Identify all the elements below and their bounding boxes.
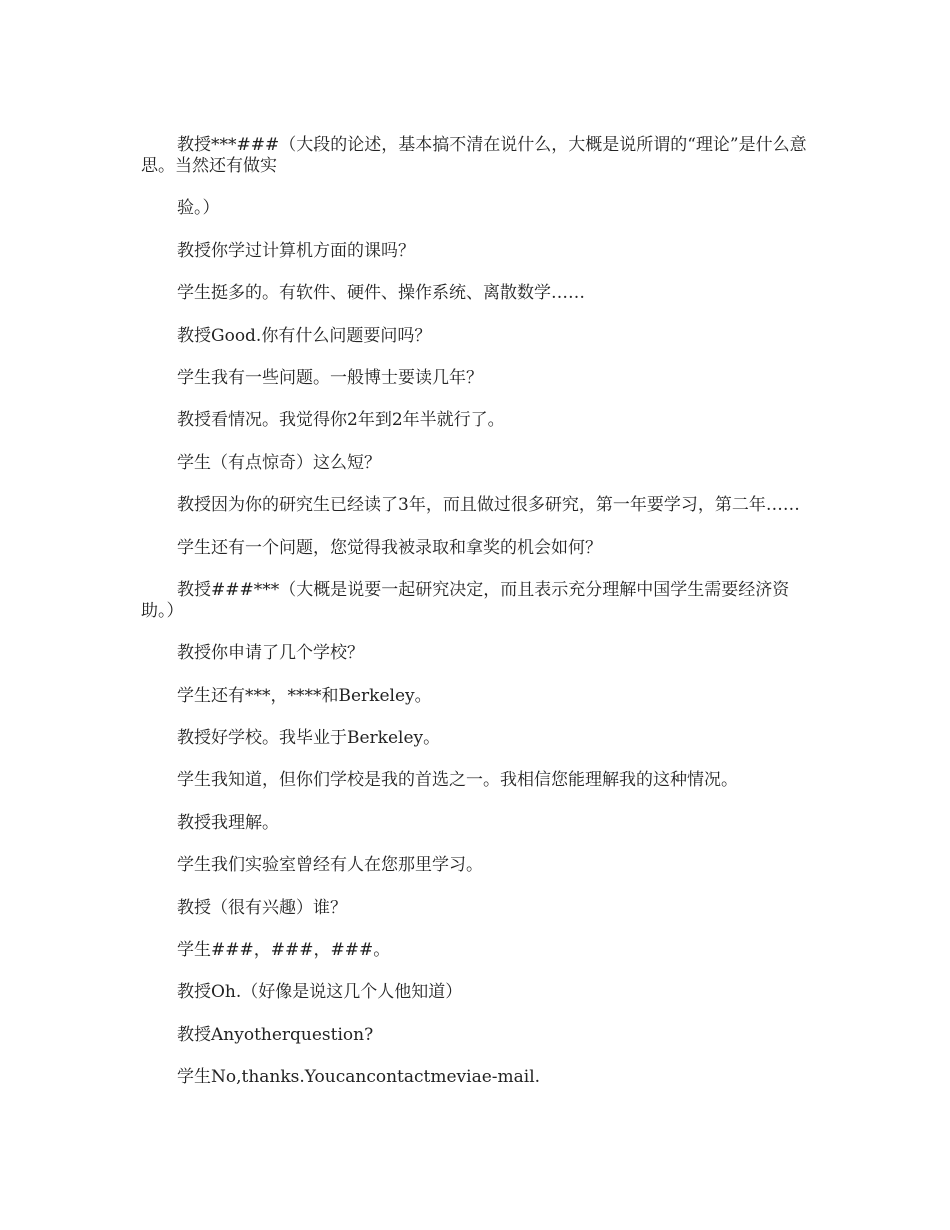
paragraph-5: 教授Good.你有什么问题要问吗？ — [177, 325, 432, 346]
paragraph-20: 教授Oh.（好像是说这几个人他知道） — [177, 982, 463, 1003]
paragraph-15: 学生我知道，但你们学校是我的首选之一。我相信您能理解我的这种情况。 — [177, 770, 738, 791]
paragraph-12: 教授你申请了几个学校？ — [177, 643, 364, 664]
paragraph-17: 学生我们实验室曾经有人在您那里学习。 — [177, 855, 483, 876]
paragraph-4: 学生挺多的。有软件、硬件、操作系统、离散数学…… — [177, 283, 585, 304]
paragraph-3: 教授你学过计算机方面的课吗？ — [177, 240, 415, 261]
paragraph-2: 验。） — [177, 198, 220, 219]
paragraph-14: 教授好学校。我毕业于Berkeley。 — [177, 728, 441, 749]
paragraph-18: 教授（很有兴趣）谁？ — [177, 897, 347, 918]
paragraph-10: 学生还有一个问题，您觉得我被录取和拿奖的机会如何？ — [177, 537, 602, 558]
paragraph-11: 教授###***（大概是说要一起研究决定，而且表示充分理解中国学生需要经济资助。） — [141, 579, 790, 621]
paragraph-19: 学生###，###，###。 — [177, 940, 391, 961]
paragraph-22: 学生No,thanks.Youcancontactmeviae-mail. — [177, 1067, 541, 1088]
paragraph-16: 教授我理解。 — [177, 812, 279, 833]
document-body — [141, 135, 813, 1110]
paragraph-13: 学生还有***，****和Berkeley。 — [177, 685, 432, 706]
paragraph-9: 教授因为你的研究生已经读了3年，而且做过很多研究，第一年要学习，第二年…… — [177, 495, 800, 516]
paragraph-6: 学生我有一些问题。一般博士要读几年？ — [177, 367, 483, 388]
paragraph-8: 学生（有点惊奇）这么短？ — [177, 452, 381, 473]
paragraph-7: 教授看情况。我觉得你2年到2年半就行了。 — [177, 410, 505, 431]
paragraph-1: 教授***###（大段的论述，基本搞不清在说什么，大概是说所谓的“理论”是什么意思。当然还有做实 — [141, 135, 807, 176]
paragraph-21: 教授Anyotherquestion? — [177, 1024, 374, 1045]
